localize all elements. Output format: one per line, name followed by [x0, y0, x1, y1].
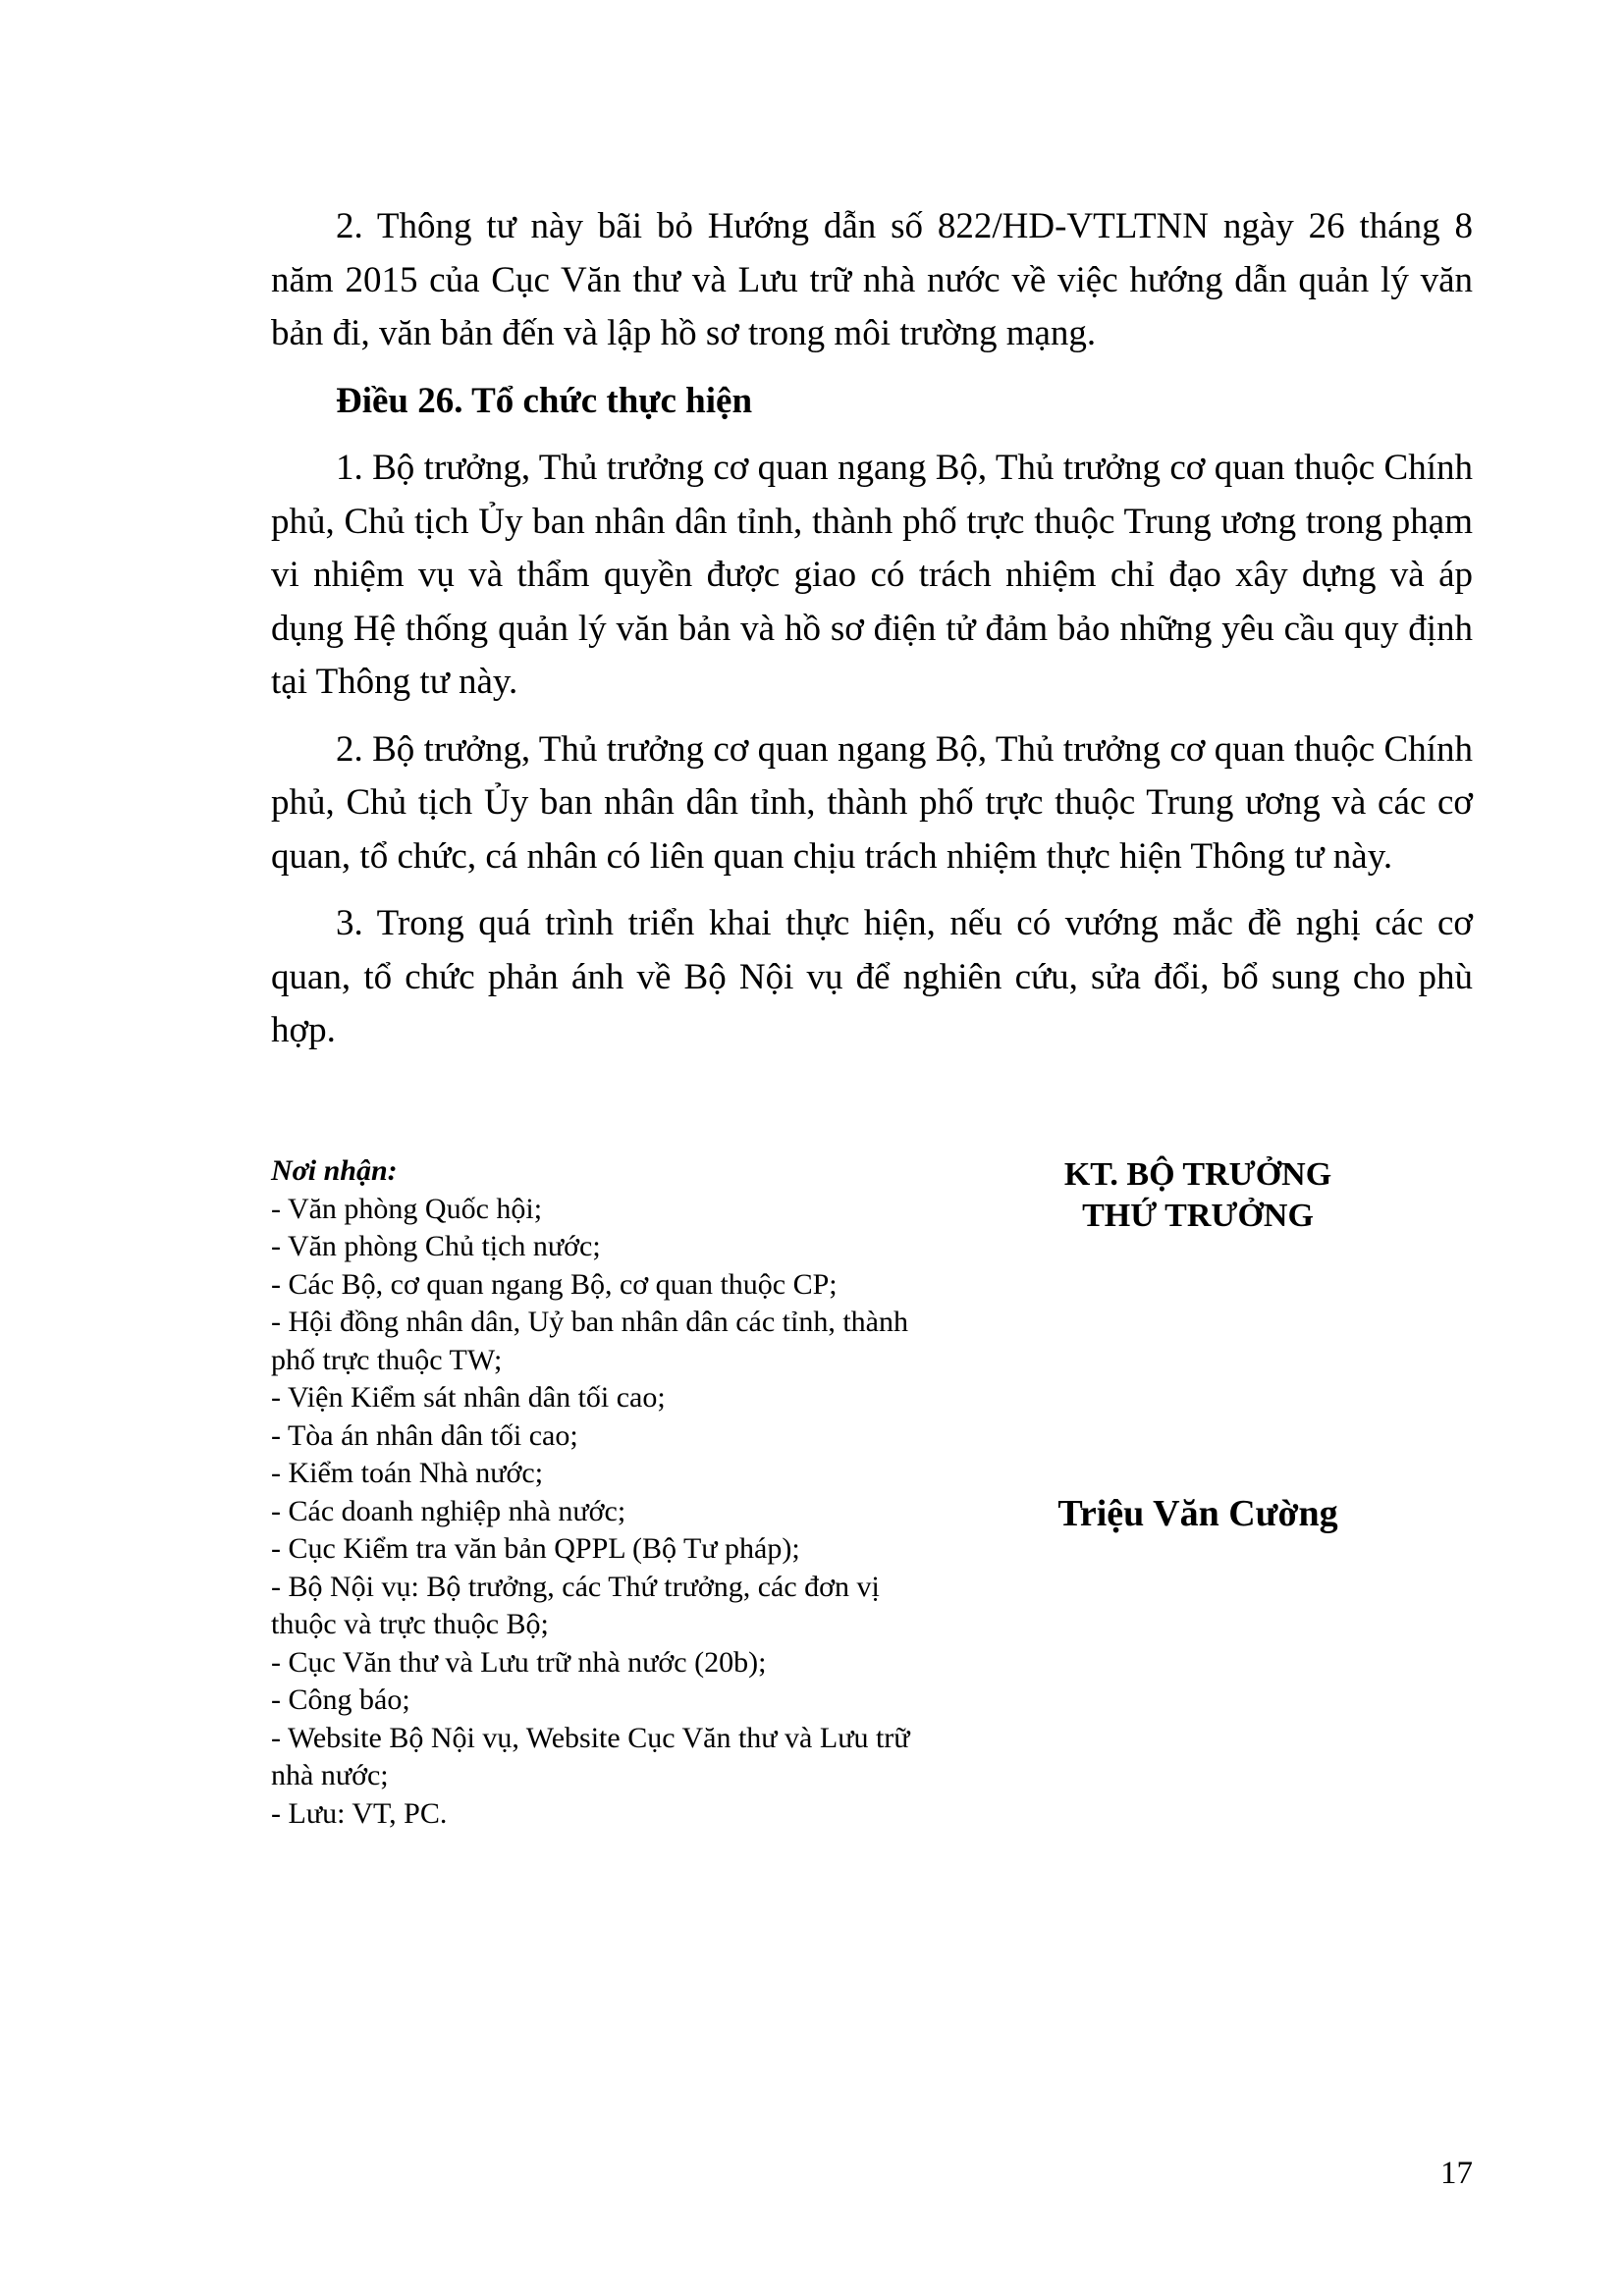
signature-title-line1: KT. BỘ TRƯỞNG	[1063, 1156, 1332, 1193]
list-item: - Viện Kiểm sát nhân dân tối cao;	[271, 1381, 666, 1414]
body-text	[271, 200, 1473, 1072]
recipients-title: Nơi nhận:	[271, 1154, 398, 1187]
list-item: - Bộ Nội vụ: Bộ trưởng, các Thứ trưởng, các đơn vị thuộc và trực thuộc Bộ;	[271, 1570, 880, 1640]
list-item: - Văn phòng Quốc hội;	[271, 1192, 543, 1225]
paragraph-repeal: 2. Thông tư này bãi bỏ Hướng dẫn số 822/HD-VTLTNN ngày 26 tháng 8 năm 2015 của Cục Văn thư và Lưu trữ nhà nước về việc hướng dẫn quản lý văn bản đi, văn bản đến và lập hồ sơ trong môi trường mạng.	[271, 206, 1473, 353]
list-item: - Cục Văn thư và Lưu trữ nhà nước (20b);	[271, 1645, 767, 1679]
signature-title-line2: THỨ TRƯỞNG	[1082, 1198, 1314, 1234]
list-item: - Các doanh nghiệp nhà nước;	[271, 1494, 626, 1527]
list-item: - Công báo;	[271, 1683, 410, 1716]
paragraph-1: 1. Bộ trưởng, Thủ trưởng cơ quan ngang Bộ, Thủ trưởng cơ quan thuộc Chính phủ, Chủ tịch Ủy ban nhân dân tỉnh, thành phố trực thuộc Trung ương trong phạm vi nhiệm vụ và thẩm quyền được giao có trách nhiệm chỉ đạo xây dựng và áp dụng Hệ thống quản lý văn bản và hồ sơ điện tử đảm bảo những yêu cầu quy định tại Thông tư này.	[271, 448, 1473, 702]
list-item: - Hội đồng nhân dân, Uỷ ban nhân dân các tỉnh, thành phố trực thuộc TW;	[271, 1306, 908, 1376]
list-item: - Cục Kiểm tra văn bản QPPL (Bộ Tư pháp);	[271, 1532, 800, 1565]
signature-block	[992, 1154, 1404, 1237]
paragraph-2: 2. Bộ trưởng, Thủ trưởng cơ quan ngang Bộ, Thủ trưởng cơ quan thuộc Chính phủ, Chủ tịch Ủy ban nhân dân tỉnh, thành phố trực thuộc Trung ương và các cơ quan, tổ chức, cá nhân có liên quan chịu trách nhiệm thực hiện Thông tư này.	[271, 728, 1473, 877]
list-item: - Website Bộ Nội vụ, Website Cục Văn thư và Lưu trữ nhà nước;	[271, 1721, 910, 1791]
list-item: - Văn phòng Chủ tịch nước;	[271, 1230, 601, 1262]
recipients-list	[271, 1191, 919, 1834]
list-item: - Các Bộ, cơ quan ngang Bộ, cơ quan thuộc CP;	[271, 1267, 838, 1301]
list-item: - Tòa án nhân dân tối cao;	[271, 1418, 578, 1452]
list-item: - Lưu: VT, PC.	[271, 1796, 448, 1830]
page-number: 17	[1440, 2156, 1473, 2191]
list-item: - Kiểm toán Nhà nước;	[271, 1457, 544, 1489]
signer-name: Triệu Văn Cường	[1057, 1493, 1338, 1534]
recipients-block	[271, 1152, 919, 1833]
paragraph-3: 3. Trong quá trình triển khai thực hiện, nếu có vướng mắc đề nghị các cơ quan, tổ chức phản ánh về Bộ Nội vụ để nghiên cứu, sửa đổi, bổ sung cho phù hợp.	[271, 903, 1473, 1050]
article-heading: Điều 26. Tổ chức thực hiện	[336, 380, 753, 421]
